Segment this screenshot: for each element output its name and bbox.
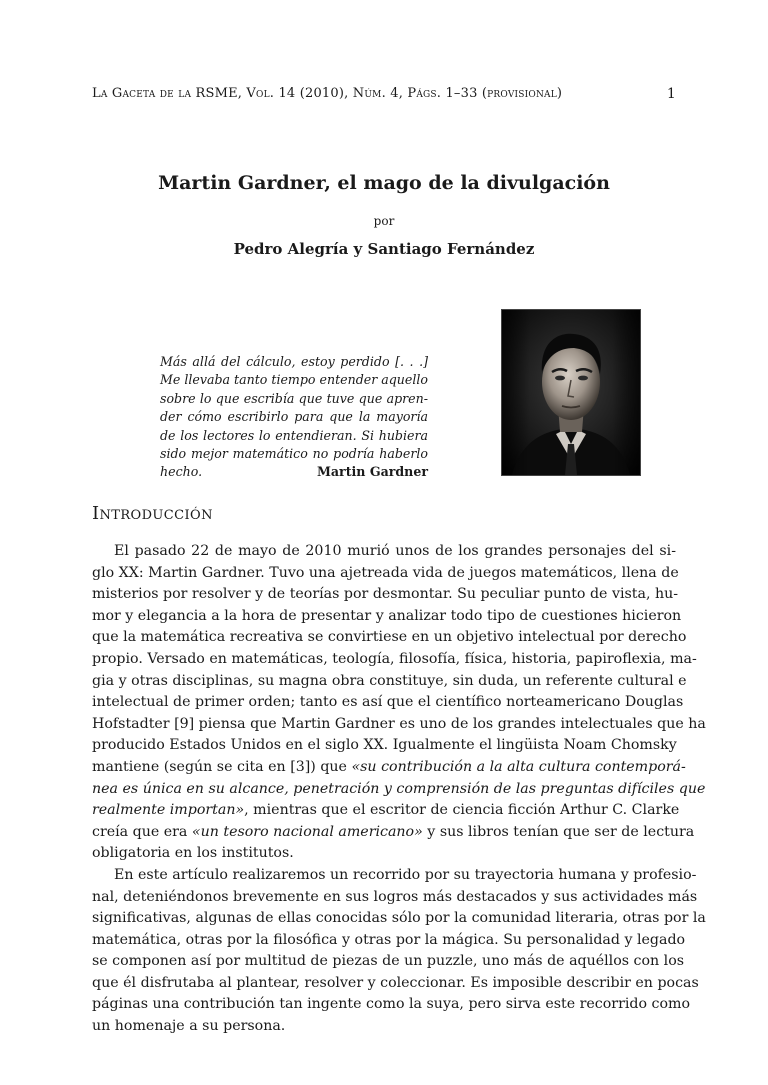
quote-chomsky: «su contribución a la alta cultura contemporá- (351, 758, 686, 775)
byline-por: por (373, 214, 395, 228)
epigraph-quote (160, 353, 428, 482)
epigraph-line: Más allá del cálculo, estoy perdido [. . .] (160, 354, 428, 369)
paragraph-line: misterios por resolver y de teorías por desmontar. Su peculiar punto de vista, hu- (92, 586, 679, 603)
body-text (92, 541, 706, 1038)
text-run: y sus libros tenían que ser de lectura (422, 823, 695, 840)
paragraph-line: gia y otras disciplinas, su magna obra constituye, sin duda, un referente cultural e (92, 672, 687, 689)
journal-citation: La Gaceta de la RSME, Vol. 14 (2010), Núm. 4, Págs. 1–33 (provisional) (92, 86, 563, 101)
page-number: 1 (666, 86, 676, 102)
text-run: , mientras que el escritor de ciencia ficción Arthur C. Clarke (244, 802, 680, 819)
epigraph-line: der cómo escribirlo para que la mayoría (160, 409, 428, 425)
paragraph-line: glo XX: Martin Gardner. Tuvo una ajetreada vida de juegos matemáticos, llena de (92, 564, 679, 581)
article-title: Martin Gardner, el mago de la divulgación (158, 172, 610, 194)
paragraph-line: producido Estados Unidos en el siglo XX. Igualmente el lingüista Noam Chomsky (92, 737, 677, 754)
article-authors: Pedro Alegría y Santiago Fernández (233, 240, 535, 258)
paragraph-line (92, 822, 695, 844)
text-run: creía que era (92, 823, 192, 840)
paragraph-line (92, 757, 686, 779)
epigraph-line: sobre lo que escribía que tuve que apren- (160, 390, 428, 406)
paragraph-line: En este artículo realizaremos un recorrido por su trayectoria humana y profesio- (114, 866, 697, 883)
paragraph-line (92, 779, 706, 801)
epigraph-line: hecho. (160, 464, 203, 480)
paragraph-line: un homenaje a su persona. (92, 1018, 286, 1035)
paragraph-line: significativas, algunas de ellas conocidas sólo por la comunidad literaria, otras por la (92, 910, 706, 927)
portrait-illustration (502, 310, 640, 475)
section-heading: Introducción (92, 503, 213, 524)
paragraph-line: obligatoria en los institutos. (92, 845, 294, 862)
paragraph-line: propio. Versado en matemáticas, teología, filosofía, física, historia, papiroflexia, ma- (92, 650, 697, 667)
paragraph-line: que él disfrutaba al plantear, resolver y coleccionar. Es imposible describir en pocas (92, 974, 699, 991)
epigraph-line: sido mejor matemático no podría haberlo (160, 445, 428, 461)
quote-chomsky: realmente importan» (92, 802, 245, 819)
epigraph-line: Me llevaba tanto tiempo entender aquello (160, 372, 429, 388)
paragraph-line: El pasado 22 de mayo de 2010 murió unos de los grandes personajes del si- (114, 543, 676, 559)
paragraph-line: nal, deteniéndonos brevemente en sus logros más destacados y sus actividades más (92, 888, 698, 905)
paragraph-line: mor y elegancia a la hora de presentar y analizar todo tipo de cuestiones hicieron (92, 607, 682, 624)
quote-chomsky: nea es única en su alcance, penetración y comprensión de las preguntas difíciles que (92, 780, 706, 797)
paragraph-line: Hofstadter [9] piensa que Martin Gardner es uno de los grandes intelectuales que ha (92, 715, 706, 732)
paragraph-line: que la matemática recreativa se convirtiese en un objetivo intelectual por derecho (92, 629, 687, 646)
epigraph-last-line (160, 463, 428, 481)
paragraph-line: intelectual de primer orden; tanto es así que el científico norteamericano Douglas (92, 694, 684, 711)
paragraph-line: matemática, otras por la filosófica y otras por la mágica. Su personalidad y legado (92, 931, 686, 948)
author-portrait-photo (501, 309, 641, 476)
running-head (92, 86, 676, 106)
epigraph-author: Martin Gardner (316, 464, 428, 480)
epigraph-line: de los lectores lo entendieran. Si hubiera (160, 427, 428, 443)
quote-clarke: «un tesoro nacional americano» (191, 823, 423, 840)
paragraph-line (92, 800, 680, 822)
paragraph-line: páginas una contribución tan ingente como la suya, pero sirva este recorrido como (92, 996, 691, 1013)
text-run: mantiene (según se cita en [3]) que (92, 758, 352, 775)
paragraph-line: se componen así por multitud de piezas de un puzzle, uno más de aquéllos con los (92, 953, 685, 970)
